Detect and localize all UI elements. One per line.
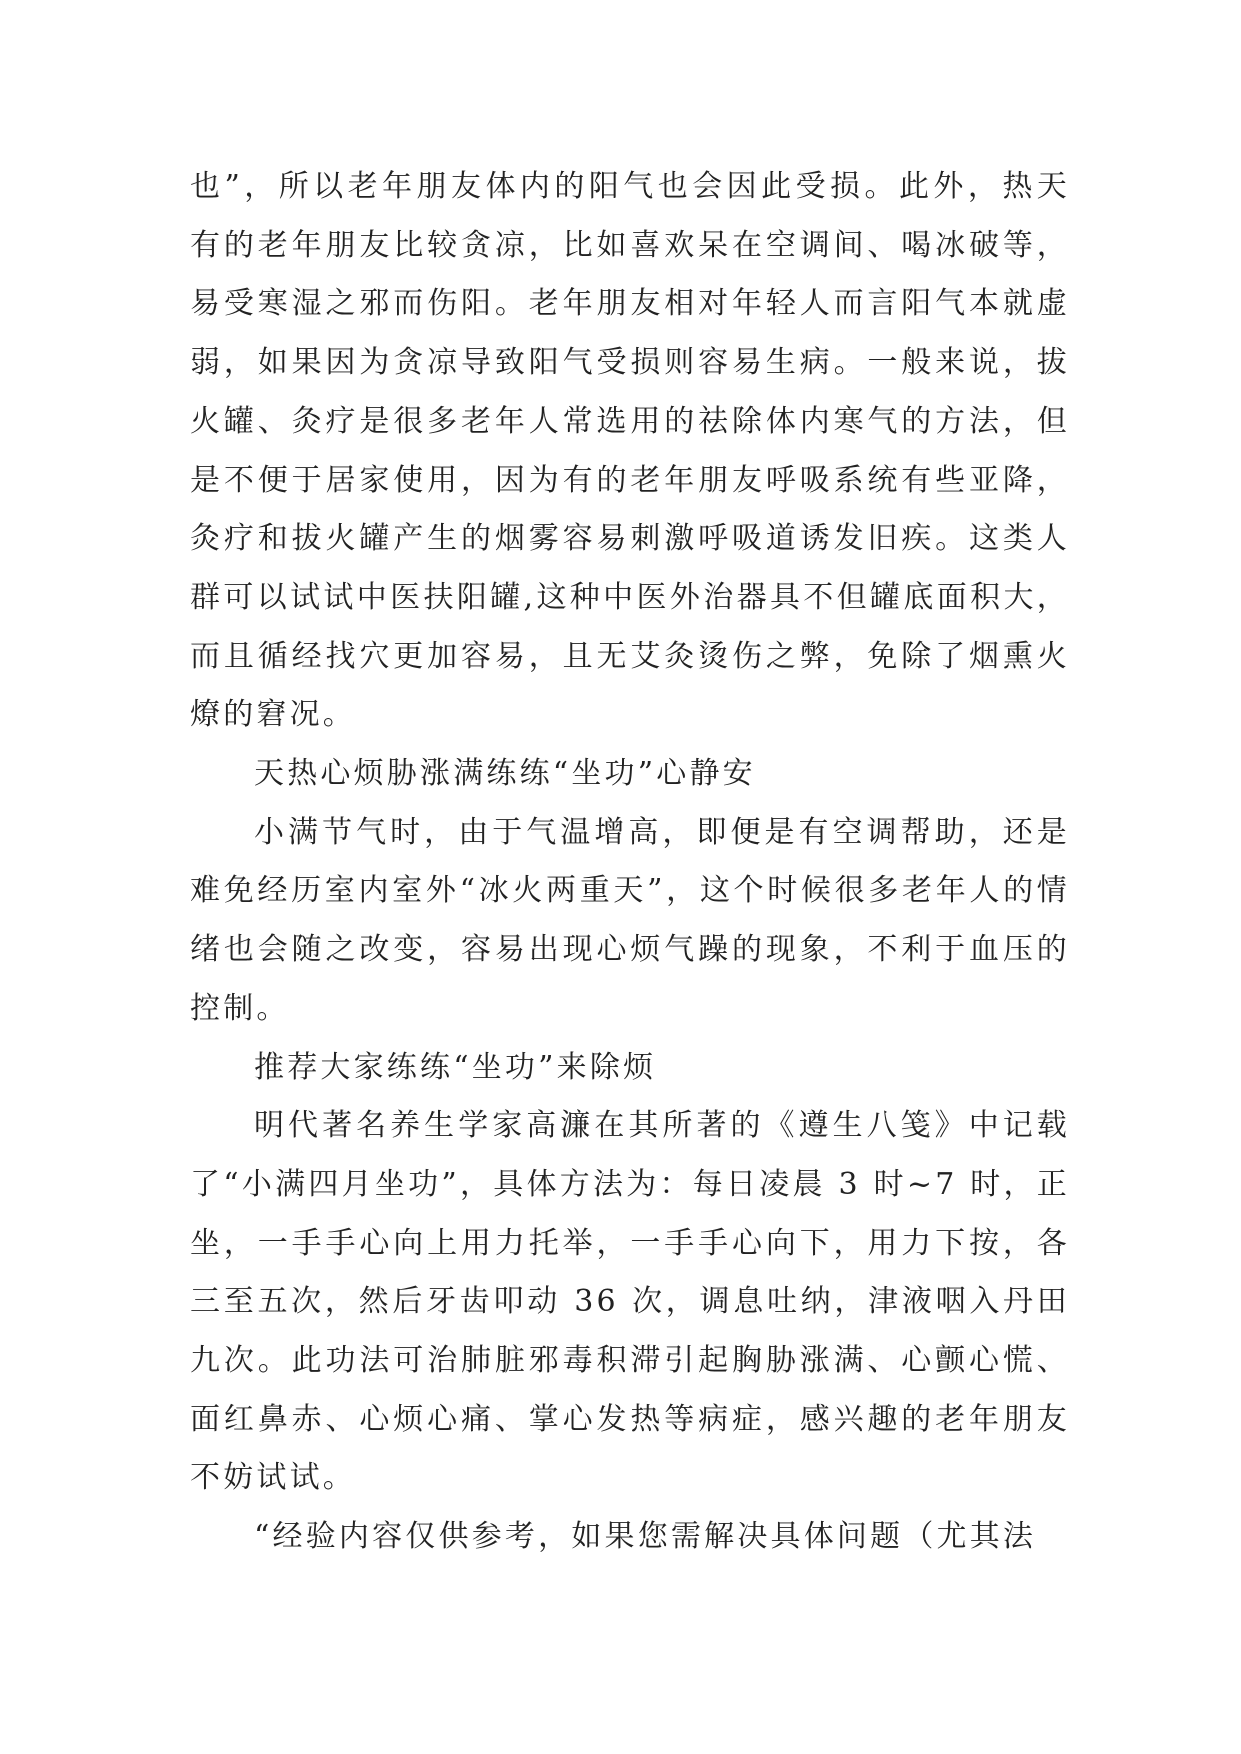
section-heading-sitting-exercise: 天热心烦胁涨满练练“坐功”心静安 [254, 756, 756, 792]
paragraph-aging-yang-qi: 也”，所以老年朋友体内的阳气也会因此受损。此外，热天有的老年朋友比较贪凉，比如喜欢呆在空调间、喝冰破等，易受寒湿之邪而伤阳。老年朋友相对年轻人而言阳气本就虚弱，如果因为贪凉导致阳气受损则容易生病。一般来说，拔火罐、灸疗是很多老年人常选用的祛除体内寒气的方法，但是不便于居家使用，因为有的老年朋友呼吸系统有些亚降，灸疗和拔火罐产生的烟雾容易刺激呼吸道诱发旧疾。这类人群可以试试中医扶阳罐,这种中医外治器具不但罐底面积大，而且循经找穴更加容易，且无艾灸烫伤之弊，免除了烟熏火燎的窘况。 [190, 169, 1070, 733]
paragraph-xiaoman-mood: 小满节气时，由于气温增高，即便是有空调帮助，还是难免经历室内室外“冰火两重天”，这个时候很多老年人的情绪也会随之改变，容易出现心烦气躁的现象，不利于血压的控制。 [190, 814, 1070, 1026]
section-heading-recommend-sitting: 推荐大家练练“坐功”来除烦 [254, 1049, 657, 1085]
document-body [190, 158, 1070, 1567]
paragraph-disclaimer: “经验内容仅供参考，如果您需解决具体问题（尤其法 [254, 1519, 1037, 1555]
paragraph-zunsheng-bajian: 明代著名养生学家高濂在其所著的《遵生八笺》中记载了“小满四月坐功”，具体方法为：每日凌晨 3 时~7 时，正坐，一手手心向上用力托举，一手手心向下，用力下按，各三至五次，然后牙齿叩动 36 次，调息吐纳，津液咽入丹田九次。此功法可治肺脏邪毒积滞引起胸胁涨满、心颤心慌、面红鼻赤、心烦心痛、掌心发热等病症，感兴趣的老年朋友不妨试试。 [190, 1108, 1070, 1496]
